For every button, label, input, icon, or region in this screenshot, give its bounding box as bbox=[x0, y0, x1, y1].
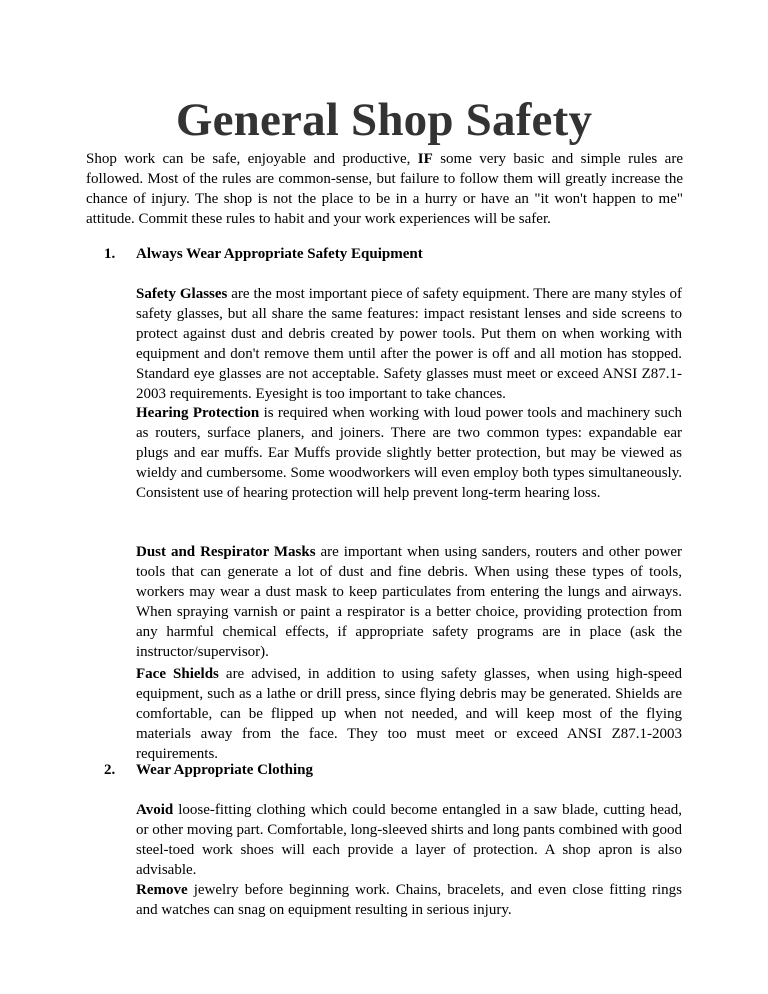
paragraph-safety-glasses bbox=[136, 284, 682, 404]
paragraph-text: are important when using sanders, routers and other power tools that can generate a lot of dust and fine debris. When using these types of tools, workers may wear a dust mask to keep particulates from entering the lungs and airways. When spraying varnish or paint a respirator is a better choice, providing protection from any harmful chemical effects, if appropriate safety programs are in place (ask the instructor/supervisor). bbox=[136, 544, 682, 660]
paragraph-text: are the most important piece of safety equipment. There are many styles of safety glasses, but all share the same features: impact resistant lenses and side screens to protect against dust and debris created by power tools. Put them on when working with equipment and don't remove them until after the power is off and all motion has stopped. Standard eye glasses are not acceptable. Safety glasses must meet or exceed ANSI Z87.1-2003 requirements. Eyesight is too important to take chances. bbox=[136, 286, 683, 402]
paragraph-lead: Face Shields bbox=[136, 666, 219, 682]
paragraph-text: is required when working with loud power tools and machinery such as routers, surface planers, and joiners. There are two common types: expandable ear plugs and ear muffs. Ear Muffs provide slightly better protection, but may be viewed as wieldy and cumbersome. Some woodworkers will even employ both types simultaneously. Consistent use of hearing protection will help prevent long-term hearing loss. bbox=[136, 405, 682, 501]
paragraph-lead: Dust and Respirator Masks bbox=[136, 544, 316, 560]
paragraph-hearing-protection bbox=[136, 403, 682, 503]
section-heading-safety-equipment bbox=[104, 244, 704, 264]
intro-if-emphasis: IF bbox=[417, 151, 433, 167]
section-heading-clothing bbox=[104, 760, 704, 780]
section-number: 1. bbox=[104, 246, 116, 262]
paragraph-lead: Remove bbox=[136, 882, 188, 898]
paragraph-text: are advised, in addition to using safety glasses, when using high-speed equipment, such as a lathe or drill press, since flying debris may be generated. Shields are comfortable, can be flipped up when not needed, and will keep most of the flying materials away from the face. They too must meet or exceed ANSI Z87.1-2003 requirements. bbox=[136, 666, 682, 762]
intro-text-start: Shop work can be safe, enjoyable and productive, bbox=[86, 151, 418, 167]
paragraph-avoid-loose-clothing bbox=[136, 800, 682, 880]
paragraph-face-shields bbox=[136, 664, 682, 764]
section-title: Always Wear Appropriate Safety Equipment bbox=[136, 246, 423, 262]
paragraph-text: jewelry before beginning work. Chains, bracelets, and even close fitting rings and watches can snag on equipment resulting in serious injury. bbox=[136, 882, 682, 918]
section-number: 2. bbox=[104, 762, 116, 778]
paragraph-lead: Hearing Protection bbox=[136, 405, 260, 421]
paragraph-remove-jewelry bbox=[136, 880, 682, 920]
paragraph-dust-respirator-masks bbox=[136, 542, 682, 662]
paragraph-lead: Safety Glasses bbox=[136, 286, 228, 302]
intro-paragraph bbox=[86, 149, 683, 229]
paragraph-text: loose-fitting clothing which could become entangled in a saw blade, cutting head, or other moving part. Comfortable, long-sleeved shirts and long pants combined with good steel-toed work shoes will each provide a layer of protection. A shop apron is also advisable. bbox=[136, 802, 682, 878]
intro-text-end: some very basic and simple rules are followed. Most of the rules are common-sense, but failure to follow them will greatly increase the chance of injury. The shop is not the place to be in a hurry or have an "it won't happen to me" attitude. Commit these rules to habit and your work experiences will be safer. bbox=[86, 151, 683, 227]
section-title: Wear Appropriate Clothing bbox=[136, 762, 313, 778]
page-title: General Shop Safety bbox=[175, 94, 593, 146]
paragraph-lead: Avoid bbox=[136, 802, 174, 818]
